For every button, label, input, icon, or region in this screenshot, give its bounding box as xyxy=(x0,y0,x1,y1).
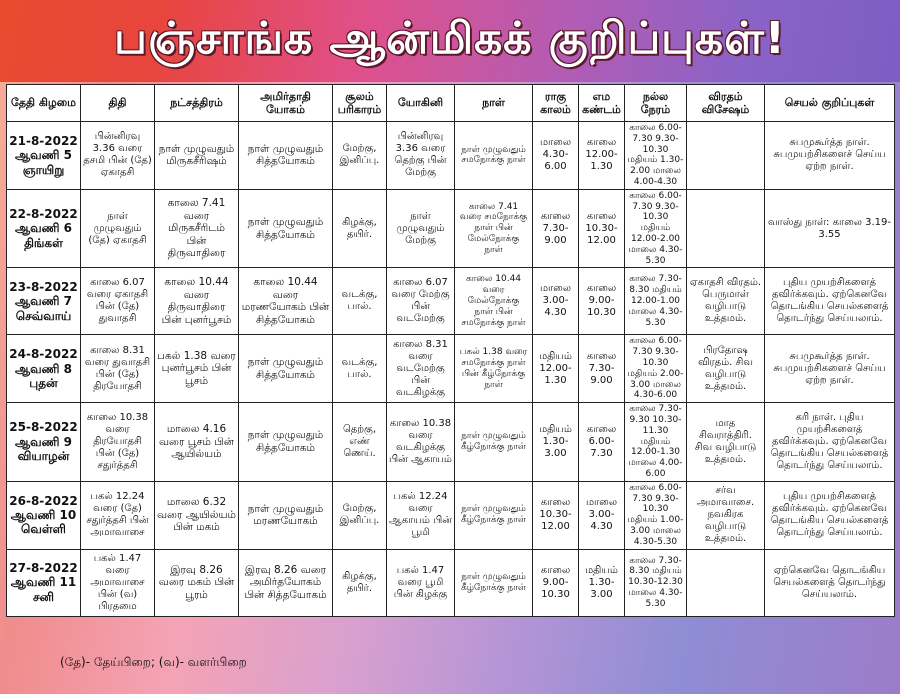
nakshatra-cell: மாலை 6.32 வரை ஆயில்யம் பின் மகம் xyxy=(155,481,239,549)
soolam-cell: மேற்கு, இனிப்பு. xyxy=(333,122,387,190)
naal-cell: காலை 7.41 வரை சமநோக்கு நாள் பின் மேல்நோக்கு நாள் xyxy=(455,189,533,268)
seyal-cell: ஏற்கெனவே தொடங்கிய செயல்களைத் தொடர்ந்து செய்யலாம். xyxy=(765,549,895,616)
rahu-kalam-cell: மாலை 4.30-6.00 xyxy=(533,122,579,190)
thithi-cell: பகல் 12.24 வரை (தே) சதுர்த்தசி பின் அமாவாசை xyxy=(81,481,155,549)
table-row xyxy=(7,335,895,403)
thithi-cell: காலை 10.38 வரை திரயோதசி பின் (தே) சதுர்த்தசி xyxy=(81,403,155,482)
yogini-cell: பகல் 1.47 வரை பூமி பின் கிழக்கு xyxy=(387,549,455,616)
panchangam-table xyxy=(6,84,895,617)
nalla-neram-cell: காலை 6.00-7.30 9.30-10.30 மதியம் 2.00-3.00 மாலை 4.30-6.00 xyxy=(625,335,687,403)
thithi-cell: நாள் முழுவதும் (தே) ஏகாதசி xyxy=(81,189,155,268)
rahu-kalam-cell: காலை 9.00-10.30 xyxy=(533,549,579,616)
table-row xyxy=(7,122,895,190)
date-cell: 22-8-2022 ஆவணி 6 திங்கள் xyxy=(7,189,81,268)
nakshatra-cell: இரவு 8.26 வரை மகம் பின் பூரம் xyxy=(155,549,239,616)
nalla-neram-cell: காலை 6.00-7.30 9.30-10.30 மதியம் 12.00-2.00 மாலை 4.30-5.30 xyxy=(625,189,687,268)
title-banner xyxy=(0,0,900,82)
ema-kandam-cell: மதியம் 1.30-3.00 xyxy=(579,549,625,616)
yogam-cell: காலை 10.44 வரை மரணயோகம் பின் சித்தயோகம் xyxy=(239,268,333,335)
seyal-cell: வாஸ்து நாள்: காலை 3.19-3.55 xyxy=(765,189,895,268)
header-cell: செயல் குறிப்புகள் xyxy=(765,85,895,122)
rahu-kalam-cell: காலை 10.30-12.00 xyxy=(533,481,579,549)
header-cell: தேதி கிழமை xyxy=(7,85,81,122)
date-cell: 23-8-2022 ஆவணி 7 செவ்வாய் xyxy=(7,268,81,335)
nalla-neram-cell: காலை 6.00-7.30 9.30-10.30 மதியம் 1.00-3.00 மாலை 4.30-5.30 xyxy=(625,481,687,549)
header-cell: எம கண்டம் xyxy=(579,85,625,122)
yogam-cell: நாள் முழுவதும் சித்தயோகம் xyxy=(239,189,333,268)
header-cell: நல்ல நேரம் xyxy=(625,85,687,122)
nakshatra-cell: நாள் முழுவதும் மிருகசீரிஷம் xyxy=(155,122,239,190)
ema-kandam-cell: காலை 6.00-7.30 xyxy=(579,403,625,482)
seyal-cell: புதிய முயற்சிகளைத் தவிர்க்கவும். ஏற்கெனவே தொடங்கிய செயல்களைத் தொடர்ந்து செய்யலாம். xyxy=(765,481,895,549)
nalla-neram-cell: காலை 6.00-7.30 9.30-10.30 மதியம் 1.30-2.00 மாலை 4.00-4.30 xyxy=(625,122,687,190)
soolam-cell: மேற்கு, இனிப்பு. xyxy=(333,481,387,549)
date-cell: 27-8-2022 ஆவணி 11 சனி xyxy=(7,549,81,616)
viratham-cell xyxy=(687,189,765,268)
ema-kandam-cell: மாலை 3.00-4.30 xyxy=(579,481,625,549)
header-cell: நாள் xyxy=(455,85,533,122)
header-cell: திதி xyxy=(81,85,155,122)
header-cell: சூலம் பரிகாரம் xyxy=(333,85,387,122)
viratham-cell: மாத சிவராத்திரி. சிவ வழிபாடு உத்தமம். xyxy=(687,403,765,482)
header-cell: ராகு காலம் xyxy=(533,85,579,122)
thithi-cell: பகல் 1.47 வரை அமாவாசை பின் (வ) பிரதமை xyxy=(81,549,155,616)
rahu-kalam-cell: மாலை 3.00-4.30 xyxy=(533,268,579,335)
viratham-cell xyxy=(687,549,765,616)
viratham-cell: சர்வ அமாவாசை. நவகிரக வழிபாடு உத்தமம். xyxy=(687,481,765,549)
ema-kandam-cell: காலை 10.30-12.00 xyxy=(579,189,625,268)
table-row xyxy=(7,268,895,335)
rahu-kalam-cell: காலை 7.30-9.00 xyxy=(533,189,579,268)
yogini-cell: பகல் 12.24 வரை ஆகாயம் பின் பூமி xyxy=(387,481,455,549)
nakshatra-cell: பகல் 1.38 வரை புனர்பூசம் பின் பூசம் xyxy=(155,335,239,403)
naal-cell: நாள் முழுவதும் கீழ்நோக்கு நாள் xyxy=(455,549,533,616)
footnote: (தே)- தேய்பிறை; (வ)- வளர்பிறை xyxy=(60,655,247,669)
table-row xyxy=(7,549,895,616)
thithi-cell: பின்னிரவு 3.36 வரை தசமி பின் (தே) ஏகாதசி xyxy=(81,122,155,190)
nalla-neram-cell: காலை 7.30-8.30 மதியம் 10.30-12.30 மாலை 4.30-5.30 xyxy=(625,549,687,616)
header-cell: நட்சத்திரம் xyxy=(155,85,239,122)
seyal-cell: சுபமுகூர்த்த நாள். சுபமுயற்சிகளைச் செய்ய ஏற்ற நாள். xyxy=(765,122,895,190)
header-cell: யோகினி xyxy=(387,85,455,122)
nakshatra-cell: மாலை 4.16 வரை பூசம் பின் ஆயில்யம் xyxy=(155,403,239,482)
table-row xyxy=(7,189,895,268)
nakshatra-cell: காலை 7.41 வரை மிருகசீரிடம் பின் திருவாதிரை xyxy=(155,189,239,268)
naal-cell: நாள் முழுவதும் கீழ்நோக்கு நாள் xyxy=(455,403,533,482)
page-title: பஞ்சாங்க ஆன்மிகக் குறிப்புகள்! xyxy=(114,12,786,64)
yogam-cell: நாள் முழுவதும் மரணயோகம் xyxy=(239,481,333,549)
yogini-cell: காலை 8.31 வரை வடமேற்கு பின் வடகிழக்கு xyxy=(387,335,455,403)
soolam-cell: தெற்கு, எண் ணெய். xyxy=(333,403,387,482)
viratham-cell xyxy=(687,122,765,190)
soolam-cell: வடக்கு, பால். xyxy=(333,335,387,403)
nalla-neram-cell: காலை 7.30-9.30 10.30-11.30 மதியம் 12.00-1.30 மாலை 4.00-6.00 xyxy=(625,403,687,482)
yogini-cell: காலை 10.38 வரை வடகிழக்கு பின் ஆகாயம் xyxy=(387,403,455,482)
naal-cell: பகல் 1.38 வரை சமநோக்கு நாள் பின் கீழ்நோக்கு நாள் xyxy=(455,335,533,403)
yogini-cell: நாள் முழுவதும் மேற்கு xyxy=(387,189,455,268)
seyal-cell: புதிய முயற்சிகளைத் தவிர்க்கவும். ஏற்கெனவே தொடங்கிய செயல்களைத் தொடர்ந்து செய்யலாம். xyxy=(765,268,895,335)
ema-kandam-cell: காலை 12.00-1.30 xyxy=(579,122,625,190)
yogam-cell: இரவு 8.26 வரை அமிர்தயோகம் பின் சித்தயோகம் xyxy=(239,549,333,616)
header-cell: விரதம் விசேஷம் xyxy=(687,85,765,122)
date-cell: 25-8-2022 ஆவணி 9 வியாழன் xyxy=(7,403,81,482)
viratham-cell: பிரதோஷ விரதம். சிவ வழிபாடு உத்தமம். xyxy=(687,335,765,403)
nakshatra-cell: காலை 10.44 வரை திருவாதிரை பின் புனர்பூசம் xyxy=(155,268,239,335)
soolam-cell: கிழக்கு, தயிர். xyxy=(333,189,387,268)
thithi-cell: காலை 6.07 வரை ஏகாதசி பின் (தே) துவாதசி xyxy=(81,268,155,335)
yogini-cell: காலை 6.07 வரை மேற்கு பின் வடமேற்கு xyxy=(387,268,455,335)
seyal-cell: சுபமுகூர்த்த நாள். சுபமுயற்சிகளைச் செய்ய ஏற்ற நாள். xyxy=(765,335,895,403)
yogam-cell: நாள் முழுவதும் சித்தயோகம் xyxy=(239,122,333,190)
date-cell: 24-8-2022 ஆவணி 8 புதன் xyxy=(7,335,81,403)
rahu-kalam-cell: மதியம் 12.00-1.30 xyxy=(533,335,579,403)
viratham-cell: ஏகாதசி விரதம். பெருமாள் வழிபாடு உத்தமம். xyxy=(687,268,765,335)
yogam-cell: நாள் முழுவதும் சித்தயோகம் xyxy=(239,403,333,482)
yogini-cell: பின்னிரவு 3.36 வரை தெற்கு பின் மேற்கு xyxy=(387,122,455,190)
nalla-neram-cell: காலை 7.30-8.30 மதியம் 12.00-1.00 மாலை 4.30-5.30 xyxy=(625,268,687,335)
soolam-cell: வடக்கு, பால். xyxy=(333,268,387,335)
naal-cell: நாள் முழுவதும் கீழ்நோக்கு நாள் xyxy=(455,481,533,549)
table-row xyxy=(7,403,895,482)
soolam-cell: கிழக்கு, தயிர். xyxy=(333,549,387,616)
yogam-cell: நாள் முழுவதும் சித்தயோகம் xyxy=(239,335,333,403)
date-cell: 26-8-2022 ஆவணி 10 வெள்ளி xyxy=(7,481,81,549)
naal-cell: காலை 10.44 வரை மேல்நோக்கு நாள் பின் சமநோக்கு நாள் xyxy=(455,268,533,335)
header-cell: அமிர்தாதி யோகம் xyxy=(239,85,333,122)
ema-kandam-cell: காலை 7.30-9.00 xyxy=(579,335,625,403)
rahu-kalam-cell: மதியம் 1.30-3.00 xyxy=(533,403,579,482)
header-row xyxy=(7,85,895,122)
thithi-cell: காலை 8.31 வரை துவாதசி பின் (தே) திரயோதசி xyxy=(81,335,155,403)
ema-kandam-cell: காலை 9.00-10.30 xyxy=(579,268,625,335)
date-cell: 21-8-2022 ஆவணி 5 ஞாயிறு xyxy=(7,122,81,190)
seyal-cell: கரி நாள். புதிய முயற்சிகளைத் தவிர்க்கவும். ஏற்கெனவே தொடங்கிய செயல்களைத் தொடர்ந்து செய்யலாம். xyxy=(765,403,895,482)
naal-cell: நாள் முழுவதும் சமநோக்கு நாள் xyxy=(455,122,533,190)
table-row xyxy=(7,481,895,549)
